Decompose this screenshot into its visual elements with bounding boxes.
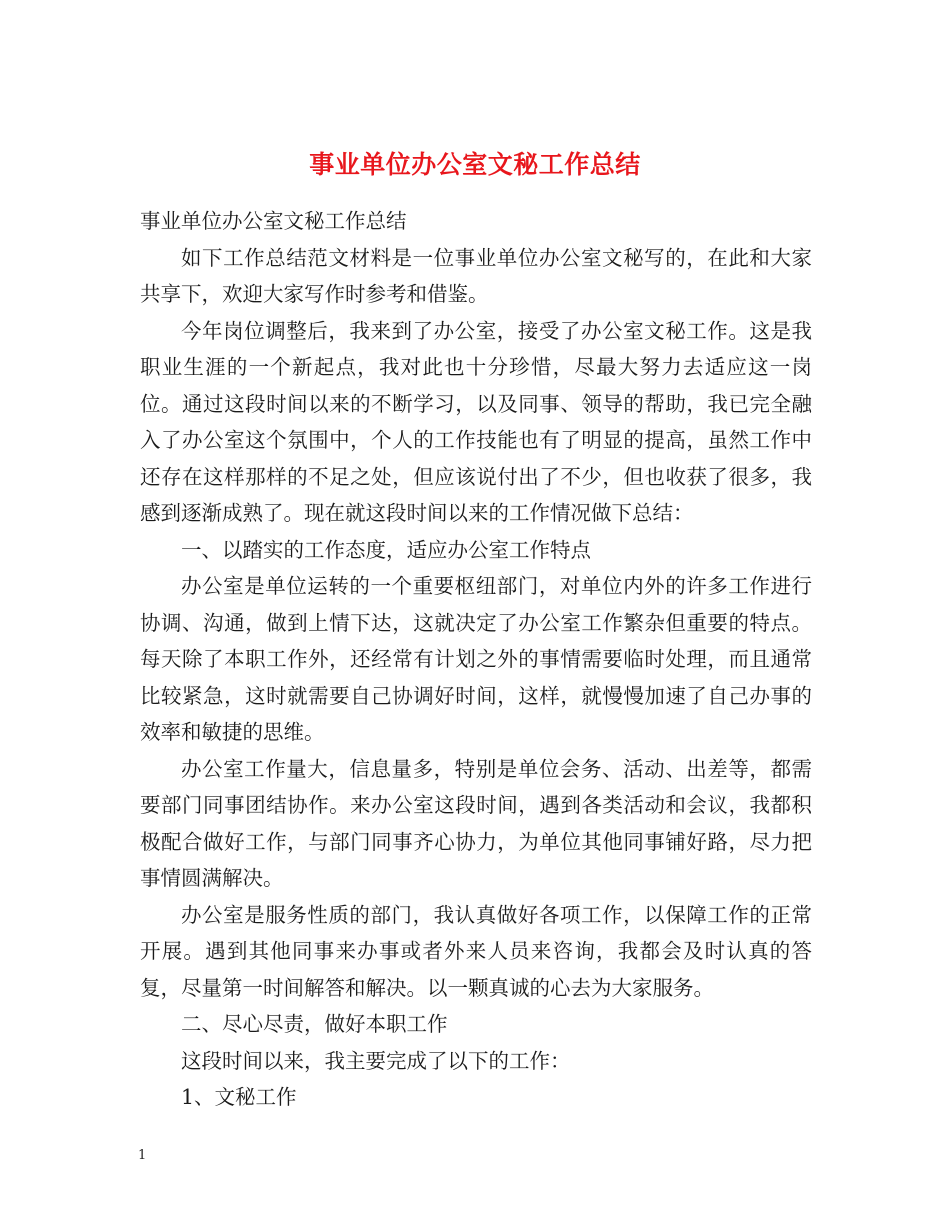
- paragraph: 办公室工作量大，信息量多，特别是单位会务、活动、出差等，都需要部门同事团结协作。来办公室这段时间，遇到各类活动和会议，我都积极配合做好工作，与部门同事齐心协力，为单位其他同事铺好路，尽力把事情圆满解决。: [140, 756, 812, 890]
- paragraph: 办公室是单位运转的一个重要枢纽部门，对单位内外的许多工作进行协调、沟通，做到上情下达，这就决定了办公室工作繁杂但重要的特点。每天除了本职工作外，还经常有计划之外的事情需要临时处理，而且通常比较紧急，这时就需要自己协调好时间，这样，就慢慢加速了自己办事的效率和敏捷的思维。: [140, 574, 812, 744]
- paragraph: 这段时间以来，我主要完成了以下的工作：: [181, 1048, 571, 1073]
- section-heading: 一、以踏实的工作态度，适应办公室工作特点: [181, 537, 591, 562]
- subsection-heading: 1、文秘工作: [181, 1085, 297, 1109]
- paragraph: 如下工作总结范文材料是一位事业单位办公室文秘写的，在此和大家共享下，欢迎大家写作时参考和借鉴。: [140, 245, 812, 306]
- document-body: [140, 203, 812, 1116]
- page-number: 1: [138, 1148, 147, 1163]
- paragraph: 事业单位办公室文秘工作总结: [140, 209, 407, 233]
- paragraph: 办公室是服务性质的部门，我认真做好各项工作，以保障工作的正常开展。遇到其他同事来办事或者外来人员来咨询，我都会及时认真的答复，尽量第一时间解答和解决。以一颗真诚的心去为大家服务。: [140, 902, 812, 1000]
- paragraph: 今年岗位调整后，我来到了办公室，接受了办公室文秘工作。这是我职业生涯的一个新起点，我对此也十分珍惜，尽最大努力去适应这一岗位。通过这段时间以来的不断学习，以及同事、领导的帮助，我已完全融入了办公室这个氛围中，个人的工作技能也有了明显的提高，虽然工作中还存在这样那样的不足之处，但应该说付出了不少，但也收获了很多，我感到逐渐成熟了。现在就这段时间以来的工作情况做下总结：: [140, 318, 812, 525]
- page-title: 事业单位办公室文秘工作总结: [309, 149, 641, 179]
- section-heading: 二、尽心尽责，做好本职工作: [181, 1012, 448, 1036]
